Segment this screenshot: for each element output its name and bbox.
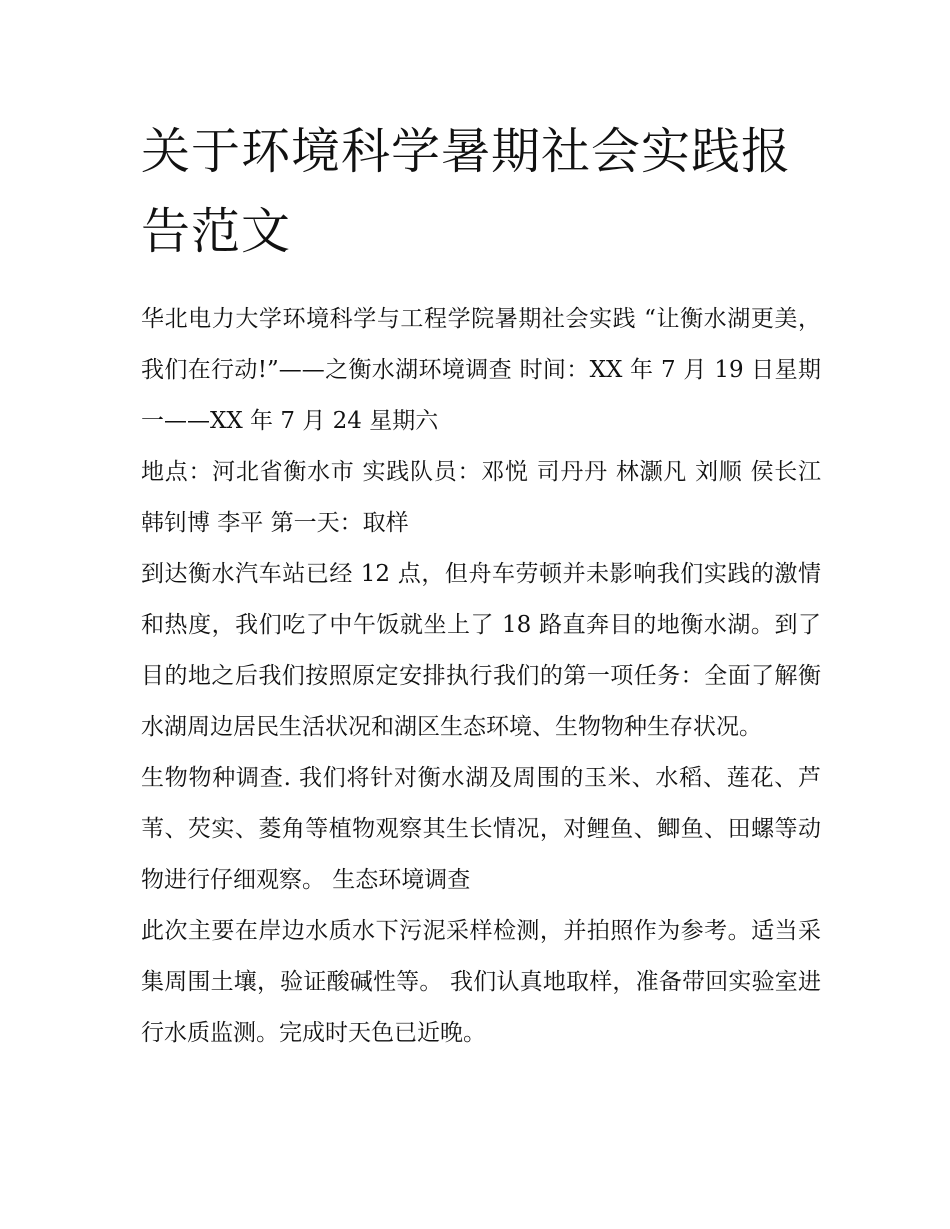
document-page <box>141 112 821 1059</box>
paragraph-day-one: 到达衡水汽车站已经 12 点，但舟车劳顿并未影响我们实践的激情和热度，我们吃了中午饭就坐上了 18 路直奔目的地衡水湖。到了目的地之后我们按照原定安排执行我们的第一项任务：全面了解衡水湖周边居民生活状况和湖区生态环境、生物物种生存状况。 <box>141 561 821 740</box>
paragraph-intro: 华北电力大学环境科学与工程学院暑期社会实践 “让衡水湖更美，我们在行动!”——之衡水湖环境调查 时间：XX 年 7 月 19 日星期一——XX 年 7 月 24 星期六 <box>141 306 821 434</box>
paragraph-sampling: 此次主要在岸边水质水下污泥采样检测，并拍照作为参考。适当采集周围土壤，验证酸碱性等。 我们认真地取样，准备带回实验室进行水质监测。完成时天色已近晚。 <box>141 918 821 1046</box>
document-title: 关于环境科学暑期社会实践报告范文 <box>141 123 792 260</box>
paragraph-location-members: 地点：河北省衡水市 实践队员：邓悦 司丹丹 林灏凡 刘顺 侯长江 韩钊博 李平 第一天：取样 <box>141 459 821 536</box>
paragraph-species-survey: 生物物种调查. 我们将针对衡水湖及周围的玉米、水稻、莲花、芦苇、芡实、菱角等植物观察其生长情况，对鲤鱼、鲫鱼、田螺等动物进行仔细观察。 生态环境调查 <box>141 765 821 893</box>
